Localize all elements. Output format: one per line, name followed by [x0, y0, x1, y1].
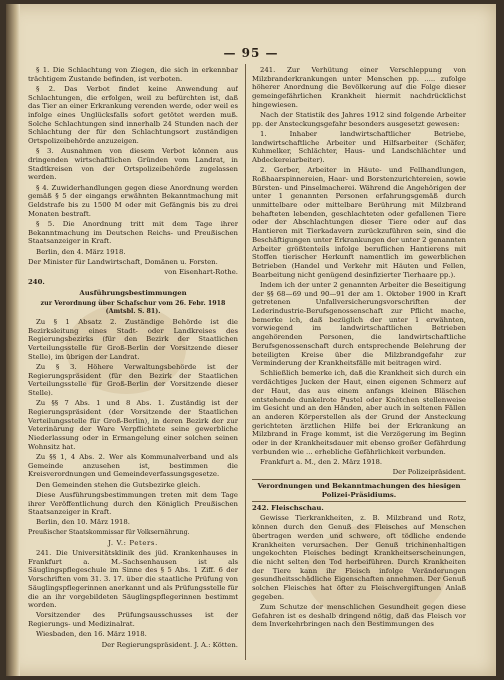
paragraph: Schließlich bemerke ich, daß die Krankheit sich durch ein verdächtiges Jucken der Haut, einen eigenen Schmerz auf der Haut, das aus einem anfangs kleinen Bläschen entstehende dunkelrote Pustel oder Knötchen stellenweise im Gesicht und an den Händen, aber auch in seltenen Fällen an anderen Körperstellen als der Grund der Ansteckung gerichteten ärztlichen Hilfe bei der Erkrankung an Milzbrand in Frage kommt, ist die Verzögerung im Beginn oder in der Krankheitsdauer mit ebenso großer Gefährdung verbunden wie ... erhebliche Gefährlichkeit verbunden. [252, 369, 466, 456]
section-subheading: zur Verordnung über Schafschur vom 26. Febr. 1918 (Amtsbl. S. 81). [40, 299, 226, 316]
section-heading: 242. Fleischschau. [252, 504, 324, 513]
signature: J. V.: Peters. [108, 538, 158, 547]
paragraph: Zum Schutze der menschlichen Gesundheit gegen diese Gefahren ist es deshalb dringend nötig, daß das Fleisch vor dem Inverkehrbringen nach den Bestimmungen des [252, 602, 466, 629]
paragraph: 241. Zur Verhütung einer Verschleppung von Milzbranderkrankungen unter Menschen pp. ..... zufolge höherer Anordnung die Bevölkerung auf die Folge dieser gemeingefährlichen Krankheit hiermit nachdrücklichst hingewiesen. [252, 66, 466, 109]
date-line: Frankfurt a. M., den 2. März 1918. [260, 457, 383, 466]
paragraph: 1. Inhaber landwirtschaftlicher Betriebe, landwirtschaftliche Arbeiter und Hilfsarbeiter (Schäfer, Kuhmelker, Schlächter, Haus- und Landschlächter und Abdeckereiarbeiter). [252, 129, 466, 165]
paragraph: § 3. Ausnahmen von diesem Verbot können aus dringenden wirtschaftlichen Gründen vom Landrat, in Stadtkreisen von der Ortspolizeibehörde zugelassen werden. [28, 147, 238, 182]
paragraph: § 5. Die Anordnung tritt mit dem Tage ihrer Bekanntmachung im Deutschen Reichs- und Preußischen Staatsanzeiger in Kraft. [28, 219, 238, 246]
section-number: 240. [28, 278, 45, 287]
paragraph: § 1. Die Schlachtung von Ziegen, die sich in erkennbar trächtigem Zustande befinden, ist verboten. [28, 66, 238, 83]
signature: Der Polizeipräsident. [392, 468, 466, 477]
date-line: Berlin, den 4. März 1918. [36, 247, 126, 256]
date-line: Berlin, den 10. März 1918. [36, 518, 130, 527]
authority-line: Der Minister für Landwirtschaft, Domänen u. Forsten. [28, 257, 218, 266]
paragraph: 241. Die Universitätsklinik des jüd. Krankenhauses in Frankfurt a. M.-Sachsenhausen ist als Säuglingspflegeschule im Sinne des § 5 Abs. 1 Ziff. 6 der Vorschriften vom 31. 3. 17. über die staatliche Prüfung von Säuglingspflegerinnen anerkannt und als Prüfungsstelle für die an ihr vorgebildeten Säuglingspflegerinnen bestimmt worden. [28, 549, 238, 610]
paragraph: Diese Ausführungsbestimmungen treten mit dem Tage ihrer Veröffentlichung durch den Königlich Preußischen Staatsanzeiger in Kraft. [28, 490, 238, 517]
section-heading: Ausführungsbestimmungen [79, 288, 187, 297]
paragraph: Den Gemeinden stehen die Gutsbezirke gleich. [36, 480, 201, 489]
section-heading: Verordnungen und Bekanntmachungen des hiesigen Polizei-Präsidiums. [257, 481, 461, 499]
signature: Der Regierungspräsident. J. A.: Kötten. [101, 640, 238, 649]
paragraph: § 4. Zuwiderhandlungen gegen diese Anordnung werden gemäß § 5 der eingangs erwähnten Bekanntmachung mit Geldstrafe bis zu 1500 M oder mit Gefängnis bis zu drei Monaten bestraft. [28, 183, 238, 218]
page-number: — 95 — [223, 46, 279, 60]
paragraph: Nach der Statistik des Jahres 1912 sind folgende Arbeiter pp. der Ansteckungsgefahr besonders ausgesetzt gewesen: [252, 111, 466, 128]
paragraph: Gewisse Tierkrankheiten, z. B. Milzbrand und Rotz, können durch den Genuß des Fleisches auf Menschen übertragen werden und schwere, oft tödliche endende Krankheiten verursachen. Der Genuß trichinenhaltigen ungekochten Fleisches bedingt Krankheitserscheinungen, die nicht selten den Tod herbeiführen. Durch Krankheiten der Tiere kann ihr Fleisch infolge Veränderungen gesundheitsschädliche Eigenschaften annehmen. Der Genuß solchen Fleisches hat öfter zu Fleischvergiftungen Anlaß gegeben. [252, 514, 466, 601]
paragraph: Vorsitzender des Prüfungsausschusses ist der Regierungs- und Medizinalrat. [28, 611, 238, 629]
paragraph: 2. Gerber, Arbeiter in Häute- und Fellhandlungen, Roßhaarspinnereien, Haar- und Borstenzurichtereien, sowie Bürsten- und Pinselmacherei. Während die Angehörigen der unter 1 genannten Personen erfahrungsgemäß durch unmittelbare oder mittelbare Berührung mit Milzbrand behafteten lebenden, geschlachteten oder gefallenen Tiere oder der Abschlachtungen dieser Tiere oder auf das Hantieren mit Tierkadavern zurückzuführen sein, sind die Beschäftigungen unter Erkrankungen der unter 2 genannten Arbeiter größtenteils infolge beruflichen Hantierens mit Stoffen tierischer Herkunft namentlich im gewerblichen Betrieben (Handel und Verkehr mit Häuten und Fellen, Bearbeitung nicht genügend desinfizierter Tierhaare pp.). [252, 166, 466, 279]
paragraph: Zu §§ 1, 4 Abs. 2. Wer als Kommunalverband und als Gemeinde anzusehen ist, bestimmen die Kreisverordnungen und Gemeindeverfassungsgesetze. [28, 453, 238, 479]
horizontal-rule [252, 479, 466, 480]
right-column [252, 66, 466, 662]
book-spine [6, 4, 20, 676]
signature: von Eisenhart-Rothe. [164, 267, 238, 276]
paragraph: Indem ich der unter 2 genannten Arbeiter die Beseitigung der §§ 68—69 und 90—91 der am 1. Oktober 1900 in Kraft getretenen Unfallversicherungsvorschriften der Lederindustrie-Berufsgenossenschaft zur Pflicht mache, bemerke ich, daß bezüglich der unter 1 erwähnten, vorwiegend im landwirtschaftlichen Betrieben angehörenden Personen, die landwirtschaftliche Berufsgenossenschaft durch entsprechende Belehrung der beteiligten Kreise über die Milzbrandgefahr zur Verminderung der Krankheitsfälle mit beitragen wird. [252, 280, 466, 368]
left-column [28, 66, 238, 662]
column-divider [245, 64, 246, 660]
document-page [6, 4, 496, 676]
paragraph: Zu §§ 7 Abs. 1 und 8 Abs. 1. Zuständig ist der Regierungspräsident (der Vorsitzende der Staatlichen Verteilungsstelle für Groß-Berlin), in deren Bezirk der zur Veterinärung der Ware Verpflichtete seine gewerbliche Niederlassung oder in Ermangelung einer solchen seinen Wohnsitz hat. [28, 399, 238, 451]
date-line: Wiesbaden, den 16. März 1918. [36, 630, 147, 639]
horizontal-rule [252, 501, 466, 502]
authority-line: Preußischer Staatskommissar für Volksernährung. [28, 528, 190, 536]
paragraph: Zu § 3. Höhere Verwaltungsbehörde ist der Regierungspräsident (für den Bezirk der Staatlichen Verteilungsstelle für Groß-Berlin der Vorsitzende dieser Stelle). [28, 363, 238, 398]
paragraph: § 2. Das Verbot findet keine Anwendung auf Schlachtungen, die erfolgen, weil zu befürchten ist, daß das Tier an einer Erkrankung verenden werde, oder weil es infolge eines Unglücksfalls sofort getötet werden muß. Solche Schlachtungen sind innerhalb 24 Stunden nach der Schlachtung der für den Schlachtungsort zuständigen Ortspolizeibehörde anzuzeigen. [28, 84, 238, 146]
paragraph: Zu § 1 Absatz 2. Zuständige Behörde ist die Bezirksleitung eines Stadt- oder Landkreises des Regierungsbezirks (für den Bezirk der Staatlichen Verteilungsstelle für Groß-Berlin der Vorsitzende dieser Stelle), im übrigen der Landrat. [28, 317, 238, 361]
